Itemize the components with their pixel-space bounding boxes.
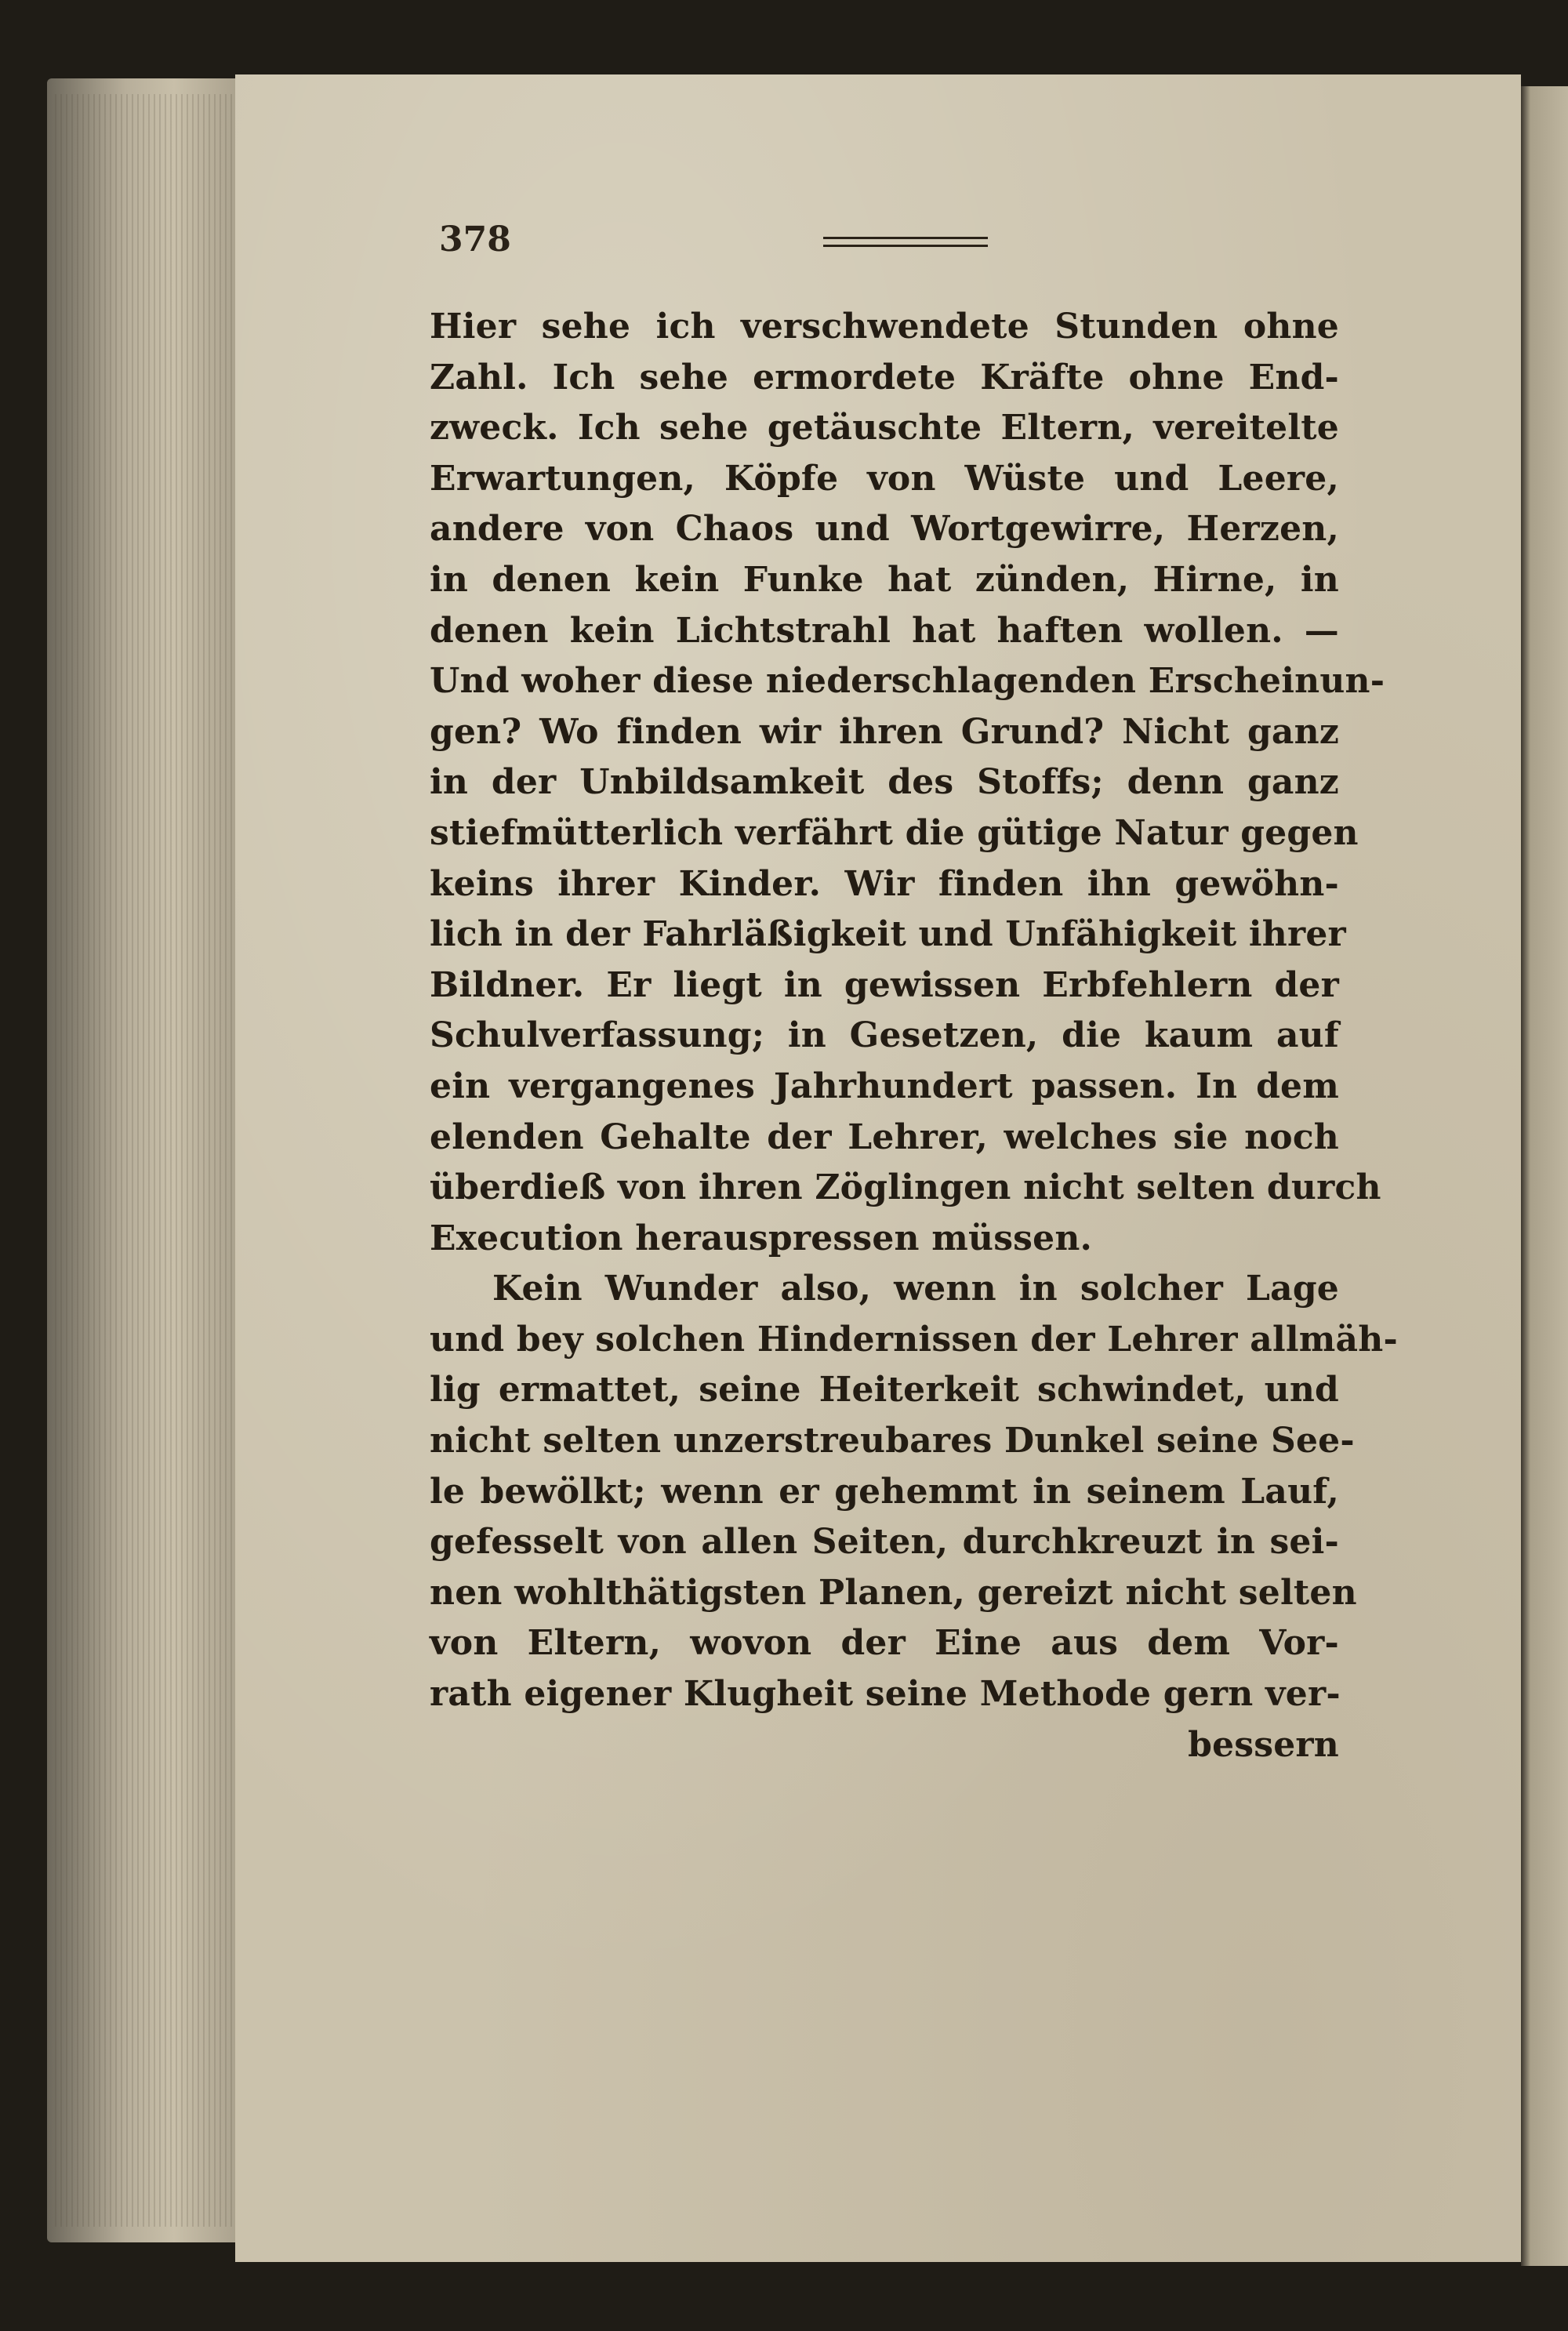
text-line: Execution herauspressen müssen. <box>430 1218 1093 1258</box>
text-line: Zahl. Ich sehe ermordete Kräfte ohne End- <box>430 357 1339 398</box>
text-line: lig ermattet, seine Heiterkeit schwindet, und <box>430 1370 1339 1411</box>
text-line: lich in der Fahrläßigkeit und Unfähigkeit ihrer <box>430 914 1346 955</box>
header-rule-bottom <box>823 245 988 247</box>
text-line: Schulverfassung; in Gesetzen, die kaum auf <box>430 1015 1339 1056</box>
page-header <box>439 220 1380 267</box>
text-line: Erwartungen, Köpfe von Wüste und Leere, <box>430 458 1339 499</box>
header-rule-top <box>823 237 988 239</box>
text-line: zweck. Ich sehe getäuschte Eltern, vereitelte <box>430 408 1339 448</box>
text-line: Kein Wunder also, wenn in solcher Lage <box>492 1269 1339 1309</box>
text-line: keins ihrer Kinder. Wir finden ihn gewöhn- <box>430 863 1339 904</box>
text-line: le bewölkt; wenn er gehemmt in seinem Lauf, <box>430 1471 1339 1512</box>
text-line: Hier sehe ich verschwendete Stunden ohne <box>430 307 1339 347</box>
text-line: denen kein Lichtstrahl hat haften wollen. — <box>430 610 1339 651</box>
page-edge-texture <box>55 94 235 2227</box>
text-line: Bildner. Er liegt in gewissen Erbfehlern der <box>430 964 1339 1005</box>
text-line: in der Unbildsamkeit des Stoffs; denn ganz <box>430 762 1339 803</box>
text-line: stiefmütterlich verfährt die gütige Natur gegen <box>430 812 1359 853</box>
text-line: Und woher diese niederschlagenden Erscheinun- <box>430 661 1385 702</box>
facing-page-edge <box>1521 86 1568 2266</box>
text-line: rath eigener Klugheit seine Methode gern ver- <box>430 1674 1341 1715</box>
text-line: in denen kein Funke hat zünden, Hirne, in <box>430 559 1339 600</box>
text-line: nen wohlthätigsten Planen, gereizt nicht selten <box>430 1572 1357 1613</box>
text-line: andere von Chaos und Wortgewirre, Herzen, <box>430 509 1339 550</box>
text-line: von Eltern, wovon der Eine aus dem Vor- <box>430 1623 1339 1664</box>
text-line: ein vergangenes Jahrhundert passen. In dem <box>430 1066 1339 1106</box>
text-line: nicht selten unzerstreubares Dunkel seine See- <box>430 1421 1355 1461</box>
text-line: gefesselt von allen Seiten, durchkreuzt in sei- <box>430 1522 1339 1563</box>
catchword: bessern <box>1188 1724 1339 1765</box>
text-line: gen? Wo finden wir ihren Grund? Nicht ganz <box>430 711 1339 752</box>
text-line: überdieß von ihren Zöglingen nicht selten durch <box>430 1167 1381 1208</box>
text-line: und bey solchen Hindernissen der Lehrer allmäh- <box>430 1319 1398 1360</box>
text-line: elenden Gehalte der Lehrer, welches sie noch <box>430 1116 1339 1157</box>
page-number: 378 <box>439 220 511 260</box>
body-text <box>430 302 1398 1770</box>
